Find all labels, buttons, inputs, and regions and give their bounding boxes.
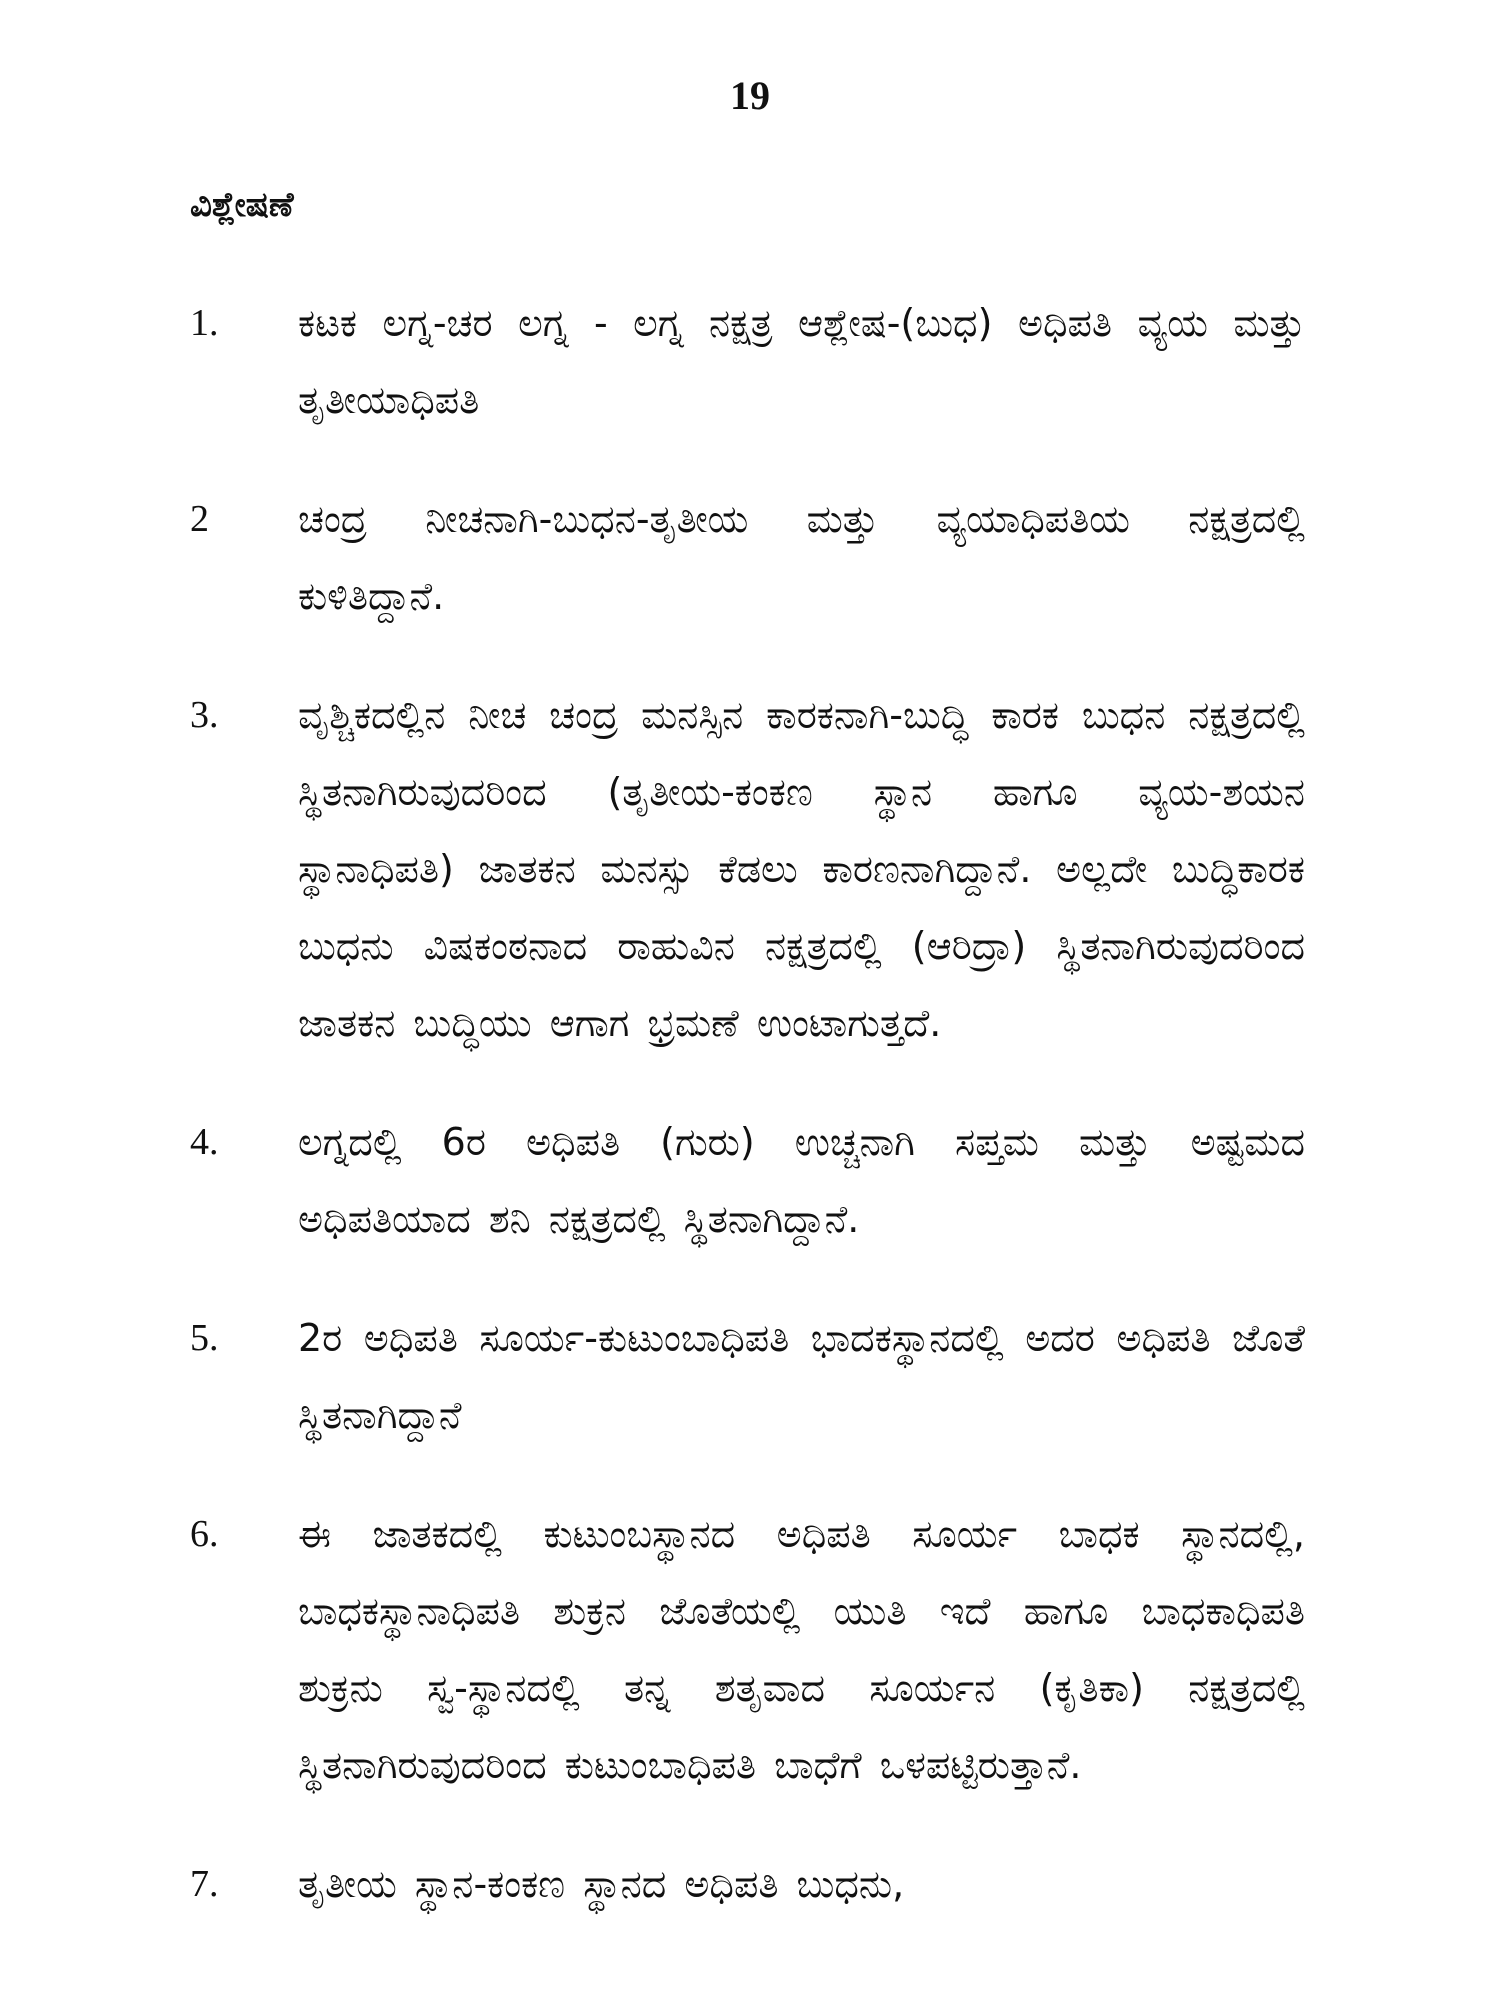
item-text: ತೃತೀಯ ಸ್ಥಾನ-ಕಂಕಣ ಸ್ಥಾನದ ಅಧಿಪತಿ ಬುಧನು,: [298, 1862, 905, 1906]
item-number: 1.: [190, 302, 219, 344]
item-number: 3.: [190, 694, 219, 736]
list-item: [190, 1846, 1305, 1923]
item-number: 5.: [190, 1317, 219, 1359]
list-item: [190, 1496, 1305, 1804]
item-text: ಕಟಕ ಲಗ್ನ-ಚರ ಲಗ್ನ - ಲಗ್ನ ನಕ್ಷತ್ರ ಆಶ್ಲೇಷ-(ಬುಧ) ಅಧಿಪತಿ ವ್ಯಯ ಮತ್ತು ತೃತೀಯಾಧಿಪತಿ: [298, 301, 1305, 422]
page-number: 19: [730, 73, 770, 118]
item-text: ಈ ಜಾತಕದಲ್ಲಿ ಕುಟುಂಬಸ್ಥಾನದ ಅಧಿಪತಿ ಸೂರ್ಯ ಬಾಧಕ ಸ್ಥಾನದಲ್ಲಿ, ಬಾಧಕಸ್ಥಾನಾಧಿಪತಿ ಶುಕ್ರನ ಜೊತೆಯಲ್ಲಿ ಯುತಿ ಇದೆ ಹಾಗೂ ಬಾಧಕಾಧಿಪತಿ ಶುಕ್ರನು ಸ್ವ-ಸ್ಥಾನದಲ್ಲಿ ತನ್ನ ಶತೃವಾದ ಸೂರ್ಯನ (ಕೃತಿಕಾ) ನಕ್ಷತ್ರದಲ್ಲಿ ಸ್ಥಿತನಾಗಿರುವುದರಿಂದ ಕುಟುಂಬಾಧಿಪತಿ ಬಾಧೆಗೆ ಒಳಪಟ್ಟಿರುತ್ತಾನೆ.: [298, 1512, 1305, 1787]
item-number: 2: [190, 498, 209, 540]
item-text: ಚಂದ್ರ ನೀಚನಾಗಿ-ಬುಧನ-ತೃತೀಯ ಮತ್ತು ವ್ಯಯಾಧಿಪತಿಯ ನಕ್ಷತ್ರದಲ್ಲಿ ಕುಳಿತಿದ್ದಾನೆ.: [298, 497, 1305, 618]
item-text: 2ರ ಅಧಿಪತಿ ಸೂರ್ಯ-ಕುಟುಂಬಾಧಿಪತಿ ಭಾದಕಸ್ಥಾನದಲ್ಲಿ ಅದರ ಅಧಿಪತಿ ಜೊತೆ ಸ್ಥಿತನಾಗಿದ್ದಾನೆ: [298, 1316, 1305, 1437]
list-item: [190, 285, 1305, 439]
list-item: [190, 1104, 1305, 1258]
list-item: [190, 1300, 1305, 1454]
item-number: 4.: [190, 1121, 219, 1163]
item-number: 6.: [190, 1513, 219, 1555]
item-number: 7.: [190, 1863, 219, 1905]
item-text: ಲಗ್ನದಲ್ಲಿ 6ರ ಅಧಿಪತಿ (ಗುರು) ಉಚ್ಚನಾಗಿ ಸಪ್ತಮ ಮತ್ತು ಅಷ್ಟಮದ ಅಧಿಪತಿಯಾದ ಶನಿ ನಕ್ಷತ್ರದಲ್ಲಿ ಸ್ಥಿತನಾಗಿದ್ದಾನೆ.: [298, 1120, 1305, 1241]
list-item: [190, 677, 1305, 1062]
list-item: [190, 481, 1305, 635]
item-text: ವೃಶ್ಚಿಕದಲ್ಲಿನ ನೀಚ ಚಂದ್ರ ಮನಸ್ಸಿನ ಕಾರಕನಾಗಿ-ಬುದ್ಧಿ ಕಾರಕ ಬುಧನ ನಕ್ಷತ್ರದಲ್ಲಿ ಸ್ಥಿತನಾಗಿರುವುದರಿಂದ (ತೃತೀಯ-ಕಂಕಣ ಸ್ಥಾನ ಹಾಗೂ ವ್ಯಯ-ಶಯನ ಸ್ಥಾನಾಧಿಪತಿ) ಜಾತಕನ ಮನಸ್ಸು ಕೆಡಲು ಕಾರಣನಾಗಿದ್ದಾನೆ. ಅಲ್ಲದೇ ಬುದ್ಧಿಕಾರಕ ಬುಧನು ವಿಷಕಂಠನಾದ ರಾಹುವಿನ ನಕ್ಷತ್ರದಲ್ಲಿ (ಆರಿದ್ರಾ) ಸ್ಥಿತನಾಗಿರುವುದರಿಂದ ಜಾತಕನ ಬುದ್ಧಿಯು ಆಗಾಗ ಭ್ರಮಣೆ ಉಂಟಾಗುತ್ತದೆ.: [298, 693, 1305, 1045]
analysis-list: [190, 285, 1305, 1965]
section-heading: ವಿಶ್ಲೇಷಣೆ: [190, 185, 294, 225]
